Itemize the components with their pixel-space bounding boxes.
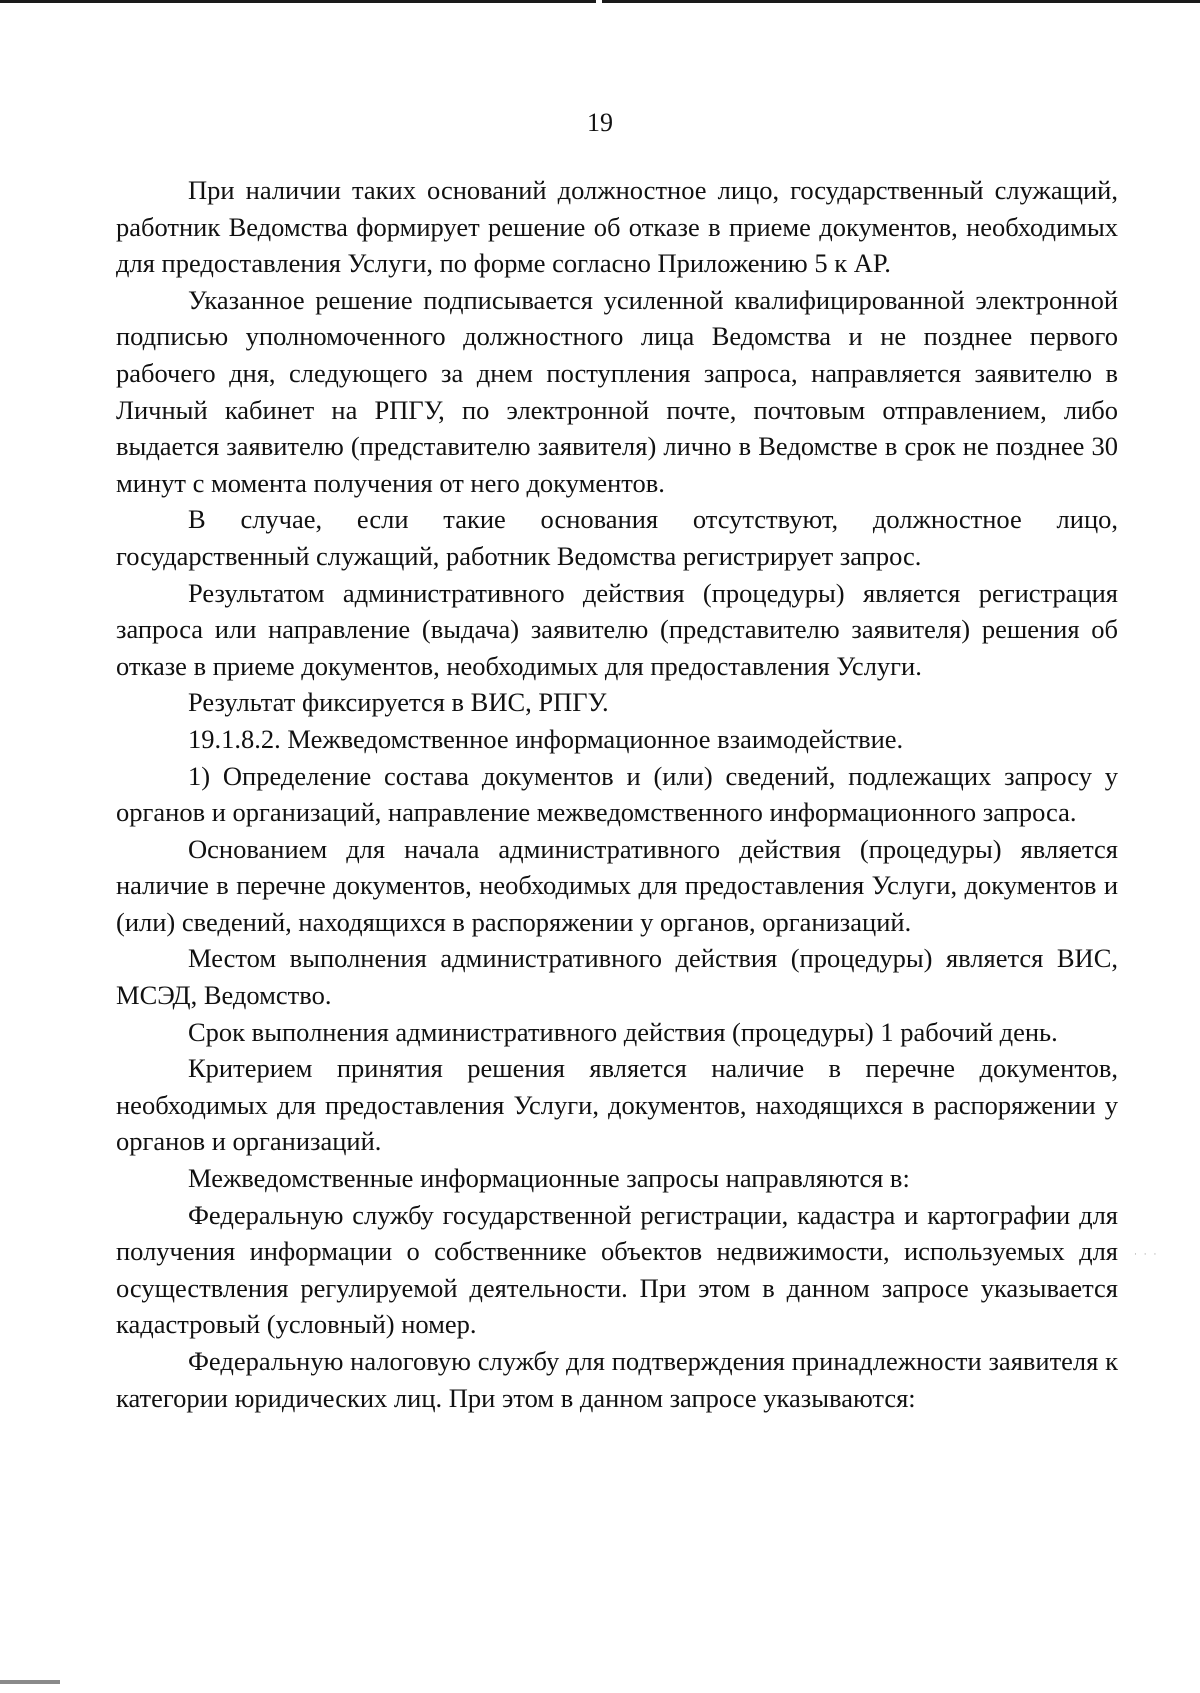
scan-top-border bbox=[0, 0, 1200, 3]
document-body bbox=[116, 172, 1118, 1416]
paragraph: Местом выполнения административного действия (процедуры) является ВИС, МСЭД, Ведомство. bbox=[116, 943, 1118, 1011]
paragraph: Межведомственные информационные запросы направляются в: bbox=[188, 1163, 910, 1194]
paragraph: Основанием для начала административного действия (процедуры) является наличие в перечне документов, необходимых для предоставления Услуги, документов и (или) сведений, находящихся в распоряжении у органов, организаций. bbox=[116, 833, 1118, 937]
paragraph: Федеральную службу государственной регистрации, кадастра и картографии для получения информации о собственнике объектов недвижимости, используемых для осуществления регулируемой деятельности. При этом в данном запросе указывается кадастровый (условный) номер. bbox=[116, 1199, 1118, 1340]
page-number: 19 bbox=[587, 108, 613, 137]
paragraph: 1) Определение состава документов и (или) сведений, подлежащих запросу у органов и организаций, направление межведомственного информационного запроса. bbox=[116, 760, 1118, 828]
paragraph: 19.1.8.2. Межведомственное информационное взаимодействие. bbox=[188, 723, 904, 754]
paragraph: В случае, если такие основания отсутствуют, должностное лицо, государственный служащий, работник Ведомства регистрирует запрос. bbox=[116, 504, 1118, 571]
paragraph: Указанное решение подписывается усиленной квалифицированной электронной подписью уполномоченного должностного лица Ведомства и не позднее первого рабочего дня, следующего за днем поступления запроса, направляется заявителю в Личный кабинет на РПГУ, по электронной почте, почтовым отправлением, либо выдается заявителю (представителю заявителя) лично в Ведомстве в срок не позднее 30 минут с момента получения от него документов. bbox=[116, 284, 1118, 498]
paragraph: Результат фиксируется в ВИС, РПГУ. bbox=[188, 687, 609, 718]
paragraph: При наличии таких оснований должностное лицо, государственный служащий, работник Ведомства формирует решение об отказе в приеме документов, необходимых для предоставления Услуги, по форме согласно Приложению 5 к АР. bbox=[116, 175, 1118, 279]
paragraph: Критерием принятия решения является наличие в перечне документов, необходимых для предоставления Услуги, документов, находящихся в распоряжении у органов и организаций. bbox=[116, 1053, 1118, 1157]
paragraph: Результатом административного действия (процедуры) является регистрация запроса или направление (выдача) заявителю (представителю заявителя) решения об отказе в приеме документов, необходимых для предоставления Услуги. bbox=[116, 577, 1118, 681]
scan-artifact: · · · bbox=[1134, 1250, 1159, 1260]
paragraph: Федеральную налоговую службу для подтверждения принадлежности заявителя к категории юридических лиц. При этом в данном запросе указываются: bbox=[116, 1346, 1118, 1413]
scan-bottom-mark bbox=[0, 1680, 60, 1684]
paragraph: Срок выполнения административного действия (процедуры) 1 рабочий день. bbox=[188, 1016, 1058, 1047]
